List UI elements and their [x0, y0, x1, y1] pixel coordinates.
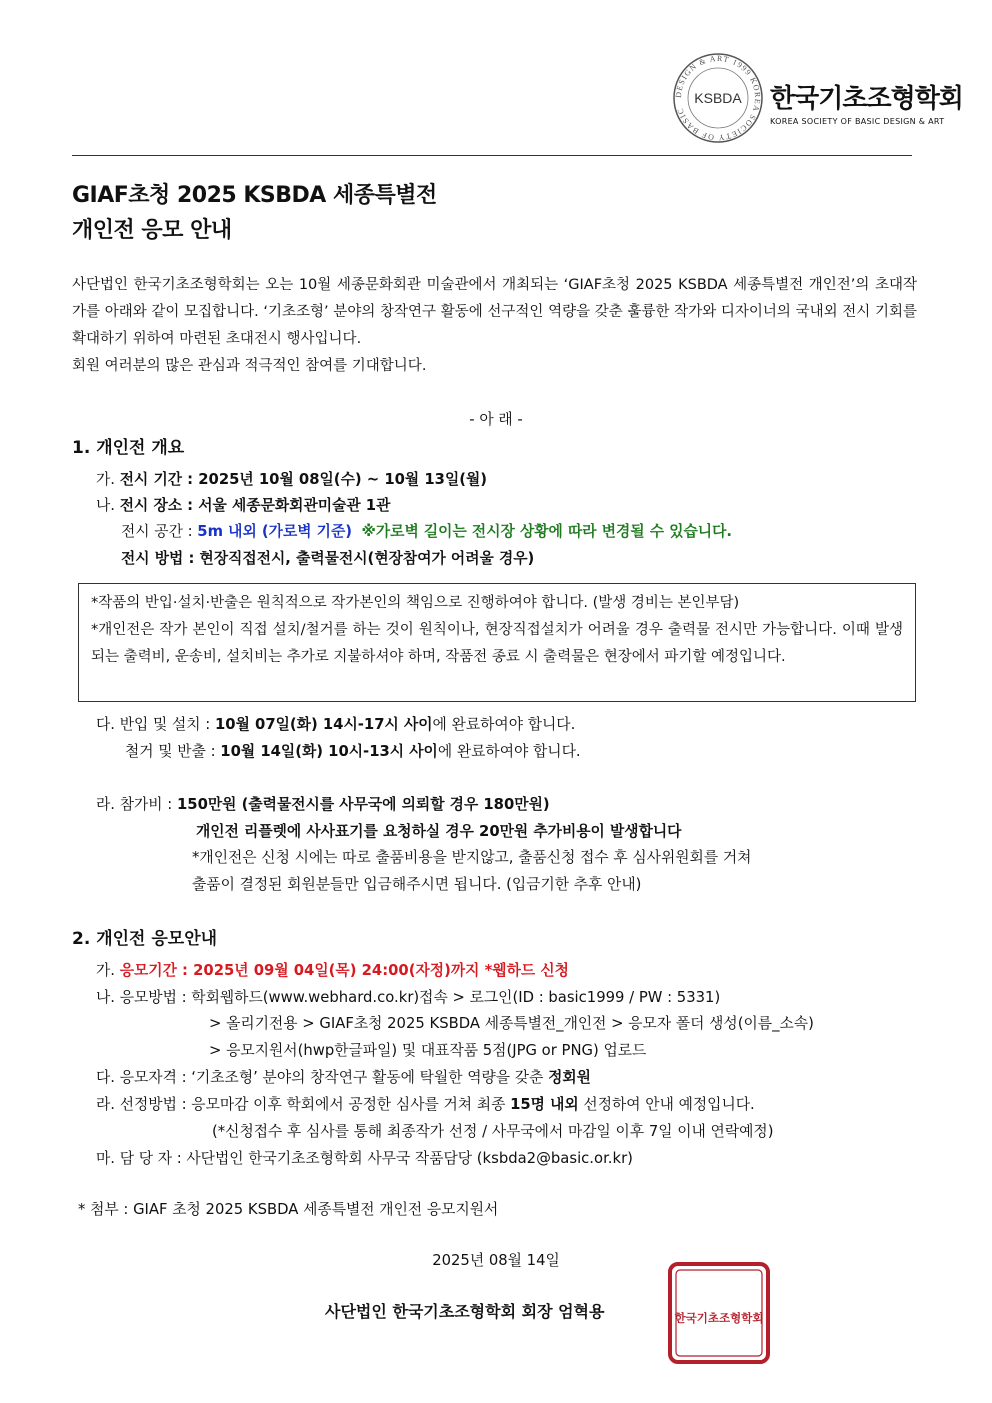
s2-eligibility-member: 정회원 [548, 1069, 591, 1086]
s2-selection-note: (*신청접수 후 심사를 통해 최종작가 선정 / 사무국에서 마감일 이후 7일 이내 연락예정) [212, 1123, 774, 1140]
section-2-heading: 2. 개인전 응모안내 [72, 929, 218, 949]
s1-method: 전시 방법 : 현장직접전시, 출력물전시(현장참여가 어려울 경우) [121, 550, 535, 567]
s2-selection [96, 1095, 755, 1115]
s2-eligibility [96, 1068, 591, 1088]
s2-period-prefix: 가. [96, 962, 120, 979]
document-date: 2025년 08월 14일 [432, 1252, 560, 1269]
s2-method-2: > 올리기전용 > GIAF초청 2025 KSBDA 세종특별전_개인전 > 응모자 폴더 생성(이름_소속) [209, 1015, 814, 1032]
s1-install-prefix: 다. 반입 및 설치 : [96, 716, 215, 733]
official-seal-stamp [668, 1262, 770, 1364]
logo-name: 한국기초조형학회 [770, 84, 963, 114]
notice-text-2: *개인전은 작가 본인이 직접 설치/철거를 하는 것이 원칙이나, 현장직접설치가 어려울 경우 출력물 전시만 가능합니다. 이때 발생되는 출력비, 운송비, 설치비는 추가로 지불하셔야 하며, 작품전 종료 시 출력물은 현장에서 파기할 예정입니다. [91, 622, 903, 665]
s1-venue-text: 전시 장소 : 서울 세종문화회관미술관 1관 [119, 497, 391, 514]
s1-period [96, 470, 487, 490]
logo-english: KOREA SOCIETY OF BASIC DESIGN & ART [770, 117, 945, 126]
s2-contact: 마. 담 당 자 : 사단법인 한국기초조형학회 사무국 작품담당 (ksbda2@basic.or.kr) [96, 1150, 633, 1167]
title-line-1: GIAF초청 2025 KSBDA 세종특별전 [72, 183, 437, 208]
s1-venue [96, 496, 390, 516]
s1-space [121, 522, 732, 542]
s1-removal-time: 10월 14일(화) 10시-13시 사이 [220, 743, 438, 760]
s1-period-prefix: 가. [96, 471, 120, 488]
s2-eligibility-prefix: 다. 응모자격 : ‘기초조형’ 분야의 창작연구 활동에 탁월한 역량을 갖춘 [96, 1069, 549, 1086]
ksbda-seal-logo [672, 52, 764, 144]
s1-fee-note-2: 출품이 결정된 회원분들만 입금해주시면 됩니다. (입금기한 추후 안내) [192, 876, 642, 893]
notice-text-1: *작품의 반입·설치·반출은 원칙적으로 작가본인의 책임으로 진행하여야 합니다. (발생 경비는 본인부담) [91, 595, 740, 611]
s2-period [96, 961, 569, 981]
intro-text-2: 회원 여러분의 많은 관심과 적극적인 참여를 기대합니다. [72, 358, 427, 374]
s2-method-3: > 응모지원서(hwp한글파일) 및 대표작품 5점(JPG or PNG) 업로드 [209, 1042, 647, 1059]
attachment-note: * 첨부 : GIAF 초청 2025 KSBDA 세종특별전 개인전 응모지원서 [78, 1201, 499, 1218]
below-marker: - 아 래 - [469, 411, 523, 428]
section-1-heading: 1. 개인전 개요 [72, 438, 185, 458]
s1-fee-note-1: *개인전은 신청 시에는 따로 출품비용을 받지않고, 출품신청 접수 후 심사위원회를 거쳐 [192, 849, 752, 866]
s1-venue-prefix: 나. [96, 497, 120, 514]
s1-fee [96, 795, 550, 815]
s1-fee-leaflet: 개인전 리플렛에 사사표기를 요청하실 경우 20만원 추가비용이 발생합니다 [196, 823, 682, 840]
s1-fee-prefix: 라. 참가비 : [96, 796, 177, 813]
svg-text:DESIGN & ART 1999 KOREA SOCIET: DESIGN & ART 1999 KOREA SOCIETY OF BASIC [673, 53, 763, 143]
s2-selection-count: 15명 내외 [510, 1096, 579, 1113]
s2-period-text: 응모기간 : 2025년 09월 04일(목) 24:00(자정)까지 *웹하드 신청 [119, 962, 569, 979]
svg-text:한국기초조형학회: 한국기초조형학회 [674, 1311, 764, 1325]
s1-space-value: 5m 내외 (가로벽 기준) [197, 523, 353, 540]
s2-selection-prefix: 라. 선정방법 : 응모마감 이후 학회에서 공정한 심사를 거쳐 최종 [96, 1096, 511, 1113]
header-divider [72, 155, 912, 156]
intro-text-1: 사단법인 한국기초조형학회는 오는 10월 세종문화회관 미술관에서 개최되는 ‘GIAF초청 2025 KSBDA 세종특별전 개인전’의 초대작가를 아래와 같이 모집합니다. ‘기초조형’ 분야의 창작연구 활동에 선구적인 역량을 갖춘 훌륭한 작가와 디자이너의 국내외 전시 기회를 확대하기 위하여 마련된 초대전시 행사입니다. [72, 277, 917, 347]
s1-removal-suffix: 에 완료하여야 합니다. [437, 743, 581, 760]
s2-method-1: 나. 응모방법 : 학회웹하드(www.webhard.co.kr)접속 > 로그인(ID : basic1999 / PW : 5331) [96, 989, 721, 1006]
s1-removal-prefix: 철거 및 반출 : [125, 743, 221, 760]
s1-period-text: 전시 기간 : 2025년 10월 08일(수) ~ 10월 13일(월) [119, 471, 488, 488]
title-line-2: 개인전 응모 안내 [72, 218, 232, 243]
svg-text:KSBDA: KSBDA [694, 90, 742, 106]
s1-removal [125, 742, 581, 762]
s1-install-time: 10월 07일(화) 14시-17시 사이 [214, 716, 433, 733]
notice-box [78, 583, 916, 702]
s1-install [96, 715, 575, 735]
s1-fee-amount: 150만원 (출력물전시를 사무국에 의뢰할 경우 180만원) [176, 796, 550, 813]
s1-space-label: 전시 공간 : [121, 523, 198, 540]
s2-selection-suffix: 선정하여 안내 예정입니다. [578, 1096, 755, 1113]
s1-space-note: ※가로벽 길이는 전시장 상황에 따라 변경될 수 있습니다. [361, 523, 733, 540]
signature: 사단법인 한국기초조형학회 회장 엄혁용 [325, 1302, 605, 1321]
s1-install-suffix: 에 완료하여야 합니다. [432, 716, 576, 733]
intro-paragraph [72, 272, 917, 380]
